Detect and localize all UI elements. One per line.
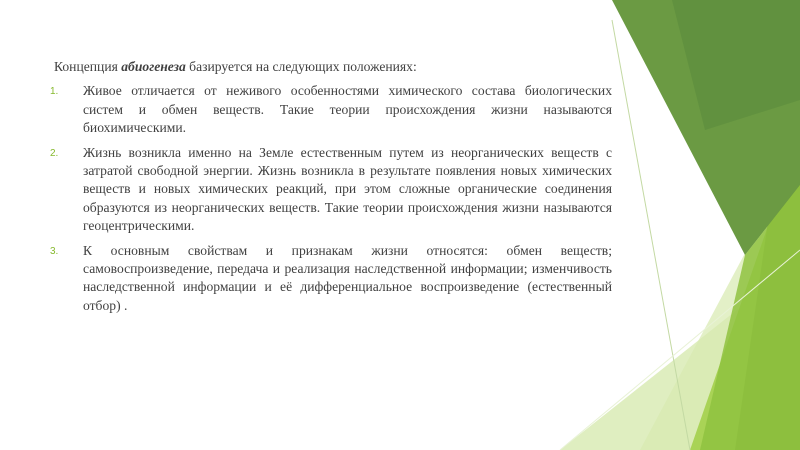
list-item-text: К основным свойствам и признакам жизни относятся: обмен веществ; самовоспроизведение, передача и реализация наследственной информации; изменчивость наследственной информации и её дифференциальное воспроизведение (естественный отбор) . (83, 242, 612, 313)
intro-paragraph (54, 58, 612, 76)
intro-prefix: Концепция (54, 59, 122, 74)
intro-term: абиогенеза (121, 59, 186, 74)
list-number: 1. (50, 86, 59, 98)
list-item (50, 242, 612, 316)
list-item (50, 82, 612, 137)
list-item-text: Живое отличается от неживого особенностями химического состава биологических систем и обмен веществ. Такие теории происхождения жизни называются биохимическими. (83, 83, 612, 136)
intro-suffix: базируется на следующих положениях: (185, 59, 417, 74)
list-item-text: Жизнь возникла именно на Земле естественным путем из неорганических веществ с затратой свободной энергии. Жизнь возникла в результате появления новых химических веществ и новых химических реакций, при этом сложные органические соединения образуются из неорганических веществ. Такие теории происхождения жизни называются геоцентрическими. (83, 144, 612, 234)
list-number: 3. (50, 245, 59, 257)
list-item (50, 144, 612, 236)
text-body (50, 58, 612, 321)
numbered-list (50, 82, 612, 315)
list-number: 2. (50, 147, 59, 159)
